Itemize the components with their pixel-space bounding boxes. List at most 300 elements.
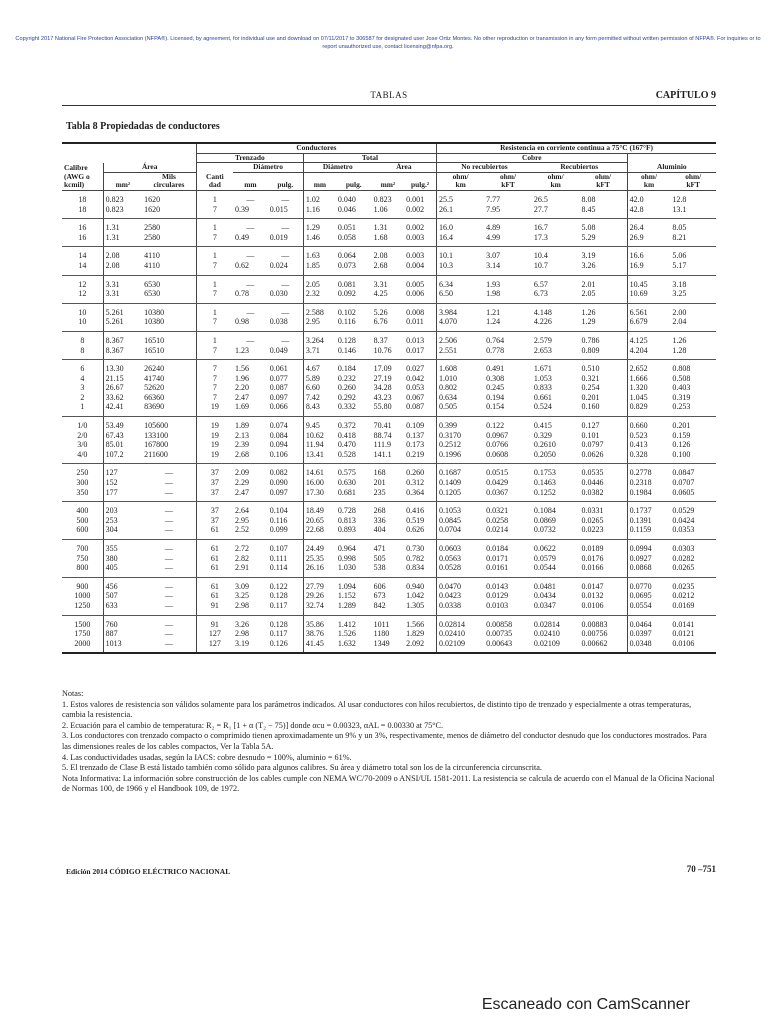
table-cell: 0.0515 bbox=[486, 468, 509, 478]
table-cell: 0.074 bbox=[269, 421, 288, 431]
table-cell: 0.097 bbox=[269, 392, 288, 402]
table-cell: 0.02109 bbox=[532, 639, 580, 654]
header-pulg-total: pulg. bbox=[336, 181, 372, 190]
table-cell: 0.319 bbox=[672, 392, 691, 402]
table-cell: 2.08 bbox=[373, 251, 388, 261]
table-cell: 5.17 bbox=[670, 261, 716, 275]
table-row bbox=[62, 591, 716, 601]
table-cell: 1 bbox=[196, 331, 233, 345]
table-cell: 6530 bbox=[142, 289, 196, 303]
table-cell: 0.201 bbox=[581, 392, 600, 402]
table-cell: 8.08 bbox=[581, 194, 596, 204]
table-cell: 2 bbox=[80, 392, 85, 402]
table-cell: 10.69 bbox=[627, 289, 670, 303]
table-cell: 9.45 bbox=[303, 417, 335, 431]
table-cell: 0.0429 bbox=[486, 478, 509, 488]
table-cell: 0.524 bbox=[532, 402, 580, 416]
table-cell: 26.67 bbox=[103, 383, 142, 393]
note-1: 1. Estos valores de resistencia son válidos solamente para los parámetros indicados. Al usar conductores con hilos recubiertos, de distinto tipo de trenzado y especialmente a otras temperaturas, cambia la resistencia. bbox=[62, 699, 692, 720]
table-cell: 11.94 bbox=[303, 440, 335, 450]
table-cell: — bbox=[164, 468, 173, 478]
table-cell: 0.0161 bbox=[484, 563, 532, 577]
table-cell: 0.681 bbox=[336, 488, 372, 502]
header-mm2-total: mm² bbox=[372, 181, 404, 190]
table-cell: 0.081 bbox=[337, 279, 356, 289]
table-cell: 1620 bbox=[144, 194, 161, 204]
table-cell: 0.0129 bbox=[486, 591, 509, 601]
row-group bbox=[62, 303, 716, 331]
table-cell: 4.204 bbox=[627, 346, 670, 360]
table-cell: 0.042 bbox=[406, 373, 425, 383]
table-cell: — bbox=[281, 251, 290, 261]
table-cell: 2.20 bbox=[235, 383, 250, 393]
table-cell: 0.364 bbox=[404, 488, 436, 502]
table-cell: 0.0579 bbox=[533, 553, 556, 563]
table-cell: 0.0106 bbox=[579, 601, 627, 615]
table-cell: 6.60 bbox=[303, 383, 335, 393]
table-cell: 1.666 bbox=[627, 374, 670, 384]
table-cell: 0.491 bbox=[486, 364, 505, 374]
table-cell: 0.1984 bbox=[627, 488, 670, 502]
header-kft-1: kFT bbox=[484, 181, 532, 190]
table-cell: 0.049 bbox=[268, 346, 304, 360]
table-cell: 0.49 bbox=[233, 233, 268, 247]
table-cell: 505 bbox=[373, 553, 386, 563]
table-cell: 0.099 bbox=[268, 525, 304, 539]
table-cell: 760 bbox=[103, 615, 142, 629]
table-cell: 0.528 bbox=[336, 450, 372, 464]
header-km-3: km bbox=[627, 181, 670, 190]
table-row bbox=[62, 464, 716, 478]
table-cell: 127 bbox=[103, 464, 142, 478]
table-cell: 4/0 bbox=[62, 450, 103, 464]
table-cell: 0.0603 bbox=[437, 540, 485, 554]
table-cell: 1500 bbox=[74, 619, 91, 629]
table-cell: 16510 bbox=[144, 335, 165, 345]
table-cell: 0.0770 bbox=[627, 577, 670, 591]
table-cell: 0.0967 bbox=[486, 430, 509, 440]
table-cell: 0.0171 bbox=[486, 553, 509, 563]
table-cell: 1.23 bbox=[233, 346, 268, 360]
table-cell: 0.1737 bbox=[627, 502, 670, 516]
table-cell: 1.31 bbox=[373, 223, 388, 233]
table-cell: 0.040 bbox=[337, 194, 356, 204]
table-cell: 42.0 bbox=[627, 190, 670, 204]
table-row bbox=[62, 577, 716, 591]
table-cell: 0.001 bbox=[406, 194, 425, 204]
table-cell: 380 bbox=[103, 554, 142, 564]
table-row bbox=[62, 247, 716, 261]
table-cell: 0.02814 bbox=[533, 619, 560, 629]
table-cell: 0.051 bbox=[337, 223, 356, 233]
table-cell: 0.219 bbox=[404, 450, 436, 464]
table-cell: 300 bbox=[76, 478, 89, 488]
table-cell: 4.125 bbox=[627, 331, 670, 345]
table-cell: 0.092 bbox=[336, 289, 372, 303]
table-cell: 1.21 bbox=[486, 307, 501, 317]
table-cell: 17.3 bbox=[532, 233, 580, 247]
table-cell: 12 bbox=[78, 279, 87, 289]
table-cell: — bbox=[164, 478, 173, 488]
table-cell: 0.101 bbox=[581, 430, 600, 440]
header-km-1: km bbox=[437, 181, 485, 190]
table-cell: 0.833 bbox=[533, 383, 552, 393]
table-cell: 0.058 bbox=[336, 233, 372, 247]
table-cell: 0.660 bbox=[627, 417, 670, 431]
table-cell: 1.98 bbox=[484, 289, 532, 303]
table-cell: 1180 bbox=[373, 629, 390, 639]
table-cell: 1.608 bbox=[437, 360, 485, 374]
table-cell: 0.253 bbox=[670, 402, 716, 416]
header-circulares: circulares bbox=[142, 181, 196, 190]
header-no-recubiertos: No recubiertos bbox=[437, 163, 532, 173]
table-cell: 0.2318 bbox=[627, 478, 670, 488]
table-cell: 2.95 bbox=[303, 317, 335, 331]
table-cell: 0.038 bbox=[268, 317, 304, 331]
header-mils: Mils bbox=[161, 171, 176, 181]
table-cell: 2.579 bbox=[533, 335, 552, 345]
table-cell: 0.0214 bbox=[484, 525, 532, 539]
table-cell: 1.31 bbox=[103, 219, 142, 233]
row-group bbox=[62, 417, 716, 464]
table-cell: 1.320 bbox=[627, 383, 670, 393]
table-cell: 2.092 bbox=[404, 639, 436, 654]
table-cell: 70.41 bbox=[373, 421, 392, 431]
table-cell: 7 bbox=[196, 233, 233, 247]
table-cell: 0.730 bbox=[406, 544, 425, 553]
table-title: Tabla 8 Propiedadas de conductores bbox=[66, 121, 220, 132]
table-cell: 0.011 bbox=[404, 317, 436, 331]
table-cell: — bbox=[164, 553, 173, 563]
table-cell: 18 bbox=[78, 194, 87, 204]
table-cell: 0.00735 bbox=[486, 629, 513, 639]
table-cell: 1.96 bbox=[235, 373, 250, 383]
table-cell: 7 bbox=[196, 374, 233, 384]
table-cell: 5.26 bbox=[373, 307, 388, 317]
table-row bbox=[62, 317, 716, 331]
table-row bbox=[62, 233, 716, 247]
table-cell: 53.49 bbox=[103, 417, 142, 431]
table-row bbox=[62, 601, 716, 615]
table-cell: 107.2 bbox=[103, 450, 142, 464]
table-cell: 0.802 bbox=[437, 383, 485, 393]
table-cell: 0.073 bbox=[336, 261, 372, 275]
table-cell: — bbox=[164, 629, 173, 639]
table-cell: 10.7 bbox=[532, 261, 580, 275]
table-cell: 1 bbox=[196, 219, 233, 233]
table-cell: 0.0622 bbox=[533, 544, 556, 553]
header-kft-2: kFT bbox=[579, 181, 627, 190]
table-cell: — bbox=[142, 601, 196, 615]
table-cell: 5.261 bbox=[103, 317, 142, 331]
table-cell: 37 bbox=[196, 478, 233, 488]
table-cell: 14.61 bbox=[303, 464, 335, 478]
table-cell: 18.49 bbox=[303, 502, 335, 516]
table-cell: 0.017 bbox=[404, 346, 436, 360]
table-row bbox=[62, 402, 716, 416]
table-cell: 600 bbox=[62, 525, 103, 539]
table-cell: 2.506 bbox=[437, 331, 485, 345]
table-cell: 16 bbox=[62, 233, 103, 247]
table-cell: 133100 bbox=[144, 430, 169, 440]
table-cell: 0.030 bbox=[268, 289, 304, 303]
table-cell: 0.626 bbox=[404, 525, 436, 539]
table-cell: 2580 bbox=[144, 223, 161, 233]
table-cell: 35.86 bbox=[303, 615, 335, 629]
table-cell: 0.02410 bbox=[437, 629, 485, 639]
table-cell: 0.416 bbox=[406, 506, 425, 516]
table-cell: 0.0141 bbox=[672, 619, 695, 629]
table-cell: 2.95 bbox=[235, 515, 250, 525]
table-cell: 0.0704 bbox=[437, 525, 485, 539]
table-row bbox=[62, 346, 716, 360]
table-cell: — bbox=[281, 223, 290, 233]
header-pulg2-total: pulg.² bbox=[404, 181, 436, 190]
table-cell: 1.31 bbox=[103, 233, 142, 247]
table-cell: 7.95 bbox=[484, 205, 532, 219]
table-cell: 0.116 bbox=[269, 515, 288, 525]
table-cell: 211600 bbox=[142, 450, 196, 464]
table-cell: 33.62 bbox=[103, 393, 142, 403]
row-group bbox=[62, 247, 716, 275]
table-cell: 0.102 bbox=[337, 307, 356, 317]
table-cell: 0.1159 bbox=[627, 525, 670, 539]
table-cell: 0.260 bbox=[406, 468, 425, 478]
table-cell: 1.094 bbox=[337, 581, 356, 591]
table-cell: 19 bbox=[196, 402, 233, 416]
table-header bbox=[62, 143, 716, 190]
table-cell: 2.08 bbox=[103, 261, 142, 275]
table-cell: 1.56 bbox=[235, 364, 250, 374]
table-cell: 0.0845 bbox=[437, 516, 485, 526]
header-diametro-total: Diámetro bbox=[303, 163, 371, 173]
table-cell: 6.34 bbox=[437, 275, 485, 289]
table-cell: 0.053 bbox=[406, 383, 425, 393]
table-cell: 0.126 bbox=[268, 639, 304, 654]
table-cell: 91 bbox=[196, 601, 233, 615]
table-row bbox=[62, 639, 716, 654]
table-cell: 0.834 bbox=[404, 563, 436, 577]
table-cell: 0.0166 bbox=[579, 563, 627, 577]
table-cell: 3 bbox=[80, 383, 85, 393]
table-cell: 4.89 bbox=[486, 223, 501, 233]
table-cell: 1.042 bbox=[406, 591, 425, 601]
table-cell: 0.015 bbox=[268, 205, 304, 219]
table-row bbox=[62, 190, 716, 204]
note-3: 3. Los conductores con trenzado compacto o comprimido tienen aproximadamente un 9% y un 3%, respectivamente, menos de diámetro del conductor desnudo que los conductores mostrados. Para las dimensiones reales de los cables compactos, Ver la Tabla 5A. bbox=[62, 731, 707, 751]
table-cell: 26.16 bbox=[303, 563, 335, 577]
table-cell: 0.003 bbox=[406, 251, 425, 261]
table-cell: — bbox=[164, 515, 173, 525]
header-dad: dad bbox=[196, 181, 233, 190]
table-cell: 0.008 bbox=[406, 307, 425, 317]
table-cell: 0.0528 bbox=[437, 563, 485, 577]
table-cell: 10380 bbox=[144, 307, 165, 317]
header-calibre-awg: (AWG o bbox=[64, 171, 90, 181]
table-cell: 0.00858 bbox=[486, 619, 513, 629]
table-cell: 0.0176 bbox=[581, 553, 604, 563]
table-cell: 336 bbox=[373, 515, 386, 525]
table-cell: 4.99 bbox=[484, 233, 532, 247]
table-cell: 1.671 bbox=[533, 364, 552, 374]
table-cell: 8.367 bbox=[103, 346, 142, 360]
table-cell: 2.32 bbox=[303, 289, 335, 303]
table-cell: 0.0470 bbox=[437, 577, 485, 591]
table-cell: 2580 bbox=[142, 233, 196, 247]
row-group bbox=[62, 190, 716, 218]
table-cell: 0.0338 bbox=[437, 601, 485, 615]
table-cell: 2.08 bbox=[103, 247, 142, 261]
table-cell: 2.68 bbox=[372, 261, 404, 275]
table-cell: 3.09 bbox=[235, 581, 250, 591]
table-cell: 17.30 bbox=[303, 488, 335, 502]
table-cell: 0.0189 bbox=[581, 544, 604, 553]
table-cell: — bbox=[281, 194, 290, 204]
table-cell: 0.2050 bbox=[532, 450, 580, 464]
table-cell: 887 bbox=[103, 629, 142, 639]
table-row bbox=[62, 275, 716, 289]
table-cell: 3.26 bbox=[579, 261, 627, 275]
table-cell: — bbox=[246, 223, 255, 233]
table-cell: 4.070 bbox=[437, 317, 485, 331]
table-cell: 0.0223 bbox=[579, 525, 627, 539]
row-group bbox=[62, 360, 716, 417]
table-cell: 0.061 bbox=[269, 364, 288, 374]
header-conductores: Conductores bbox=[196, 143, 436, 153]
row-group bbox=[62, 331, 716, 359]
table-cell: — bbox=[281, 335, 290, 345]
table-cell: 0.0994 bbox=[627, 540, 670, 554]
table-cell: 0.1753 bbox=[533, 468, 556, 478]
table-cell: 7 bbox=[196, 205, 233, 219]
table-cell: 2.64 bbox=[235, 506, 250, 516]
table-cell: — bbox=[164, 591, 173, 601]
table-cell: 1.63 bbox=[303, 247, 335, 261]
table-cell: 0.0481 bbox=[533, 581, 556, 591]
table-cell: 8.05 bbox=[672, 223, 687, 233]
table-cell: 1 bbox=[196, 247, 233, 261]
table-cell: 0.505 bbox=[437, 402, 485, 416]
table-cell: 253 bbox=[103, 516, 142, 526]
table-cell: 0.332 bbox=[336, 402, 372, 416]
table-cell: 26.1 bbox=[437, 205, 485, 219]
table-cell: 10.45 bbox=[627, 275, 670, 289]
table-cell: 8.21 bbox=[670, 233, 716, 247]
table-row bbox=[62, 563, 716, 577]
table-cell: 19 bbox=[196, 440, 233, 450]
table-cell: 0.0608 bbox=[484, 450, 532, 464]
table-cell: 10380 bbox=[142, 317, 196, 331]
header-calibre-kcmil: kcmil) bbox=[62, 181, 103, 190]
table-row bbox=[62, 374, 716, 384]
table-cell: 0.00756 bbox=[581, 629, 608, 639]
table-cell: 0.1391 bbox=[627, 516, 670, 526]
table-cell: 7 bbox=[196, 393, 233, 403]
table-cell: 0.813 bbox=[337, 515, 356, 525]
table-cell: 4.226 bbox=[532, 317, 580, 331]
table-cell: — bbox=[281, 307, 290, 317]
table-cell: 32.74 bbox=[303, 601, 335, 615]
table-row bbox=[62, 289, 716, 303]
table-cell: 1.829 bbox=[406, 629, 425, 639]
table-cell: 0.764 bbox=[486, 335, 505, 345]
table-cell: 0.046 bbox=[336, 205, 372, 219]
table-cell: 1.29 bbox=[303, 219, 335, 233]
table-cell: 0.0353 bbox=[670, 525, 716, 539]
table-cell: 0.002 bbox=[404, 205, 436, 219]
table-cell: 203 bbox=[103, 502, 142, 516]
table-cell: 3.25 bbox=[235, 591, 250, 601]
table-cell: 2000 bbox=[62, 639, 103, 654]
table-cell: 1.010 bbox=[437, 374, 485, 384]
table-cell: 1.412 bbox=[337, 619, 356, 629]
note-informativa: Nota Informativa: La información sobre construcción de los cables cumple con NEMA WC/70-2009 o ANSI/UL 1581-2011. La resistencia se calcula de acuerdo con el Manual de la Oficina Nacional de Normas 100, de 1966 y el Handbook 109, de 1972. bbox=[62, 773, 715, 794]
table-cell: 2.29 bbox=[235, 478, 250, 488]
table-cell: 20.65 bbox=[303, 516, 335, 526]
header-km-2: km bbox=[532, 181, 580, 190]
table-cell: 2.551 bbox=[437, 346, 485, 360]
table-row bbox=[62, 450, 716, 464]
table-cell: 19 bbox=[196, 431, 233, 441]
table-cell: 0.126 bbox=[672, 440, 691, 450]
table-cell: 1.26 bbox=[672, 335, 687, 345]
table-cell: 0.111 bbox=[269, 553, 288, 563]
table-cell: 16.6 bbox=[627, 247, 670, 261]
table-cell: 41740 bbox=[144, 373, 165, 383]
table-cell: 800 bbox=[62, 563, 103, 577]
table-cell: 5.08 bbox=[581, 223, 596, 233]
table-cell: 38.76 bbox=[303, 629, 335, 639]
table-cell: 0.146 bbox=[336, 346, 372, 360]
page-number: 70 –751 bbox=[686, 864, 716, 874]
table-cell: 0.0235 bbox=[672, 581, 695, 591]
table-row bbox=[62, 383, 716, 393]
table-cell: 235 bbox=[372, 488, 404, 502]
table-cell: 900 bbox=[76, 581, 89, 591]
table-cell: — bbox=[246, 335, 255, 345]
table-cell: 0.508 bbox=[672, 373, 691, 383]
table-cell: 0.329 bbox=[533, 430, 552, 440]
table-cell: 0.245 bbox=[486, 383, 505, 393]
table-cell: 0.413 bbox=[627, 440, 670, 450]
table-cell: 8.43 bbox=[303, 402, 335, 416]
table-cell: 0.0397 bbox=[627, 629, 670, 639]
table-cell: 2.01 bbox=[581, 279, 596, 289]
table-cell: 111.9 bbox=[373, 440, 391, 450]
table-cell: 0.232 bbox=[337, 373, 356, 383]
table-cell: 0.3170 bbox=[437, 431, 485, 441]
row-group bbox=[62, 615, 716, 653]
table-cell: 1.152 bbox=[337, 591, 356, 601]
table-cell: 43.23 bbox=[373, 392, 392, 402]
footer-edition: Edición 2014 CÓDIGO ELÉCTRICO NACIONAL bbox=[66, 867, 231, 876]
table-cell: 0.372 bbox=[337, 421, 356, 431]
table-cell: 0.097 bbox=[268, 488, 304, 502]
table-cell: 0.0554 bbox=[627, 601, 670, 615]
table-cell: 0.0766 bbox=[486, 440, 509, 450]
table-cell: 85.01 bbox=[103, 440, 142, 450]
table-cell: 2.82 bbox=[235, 553, 250, 563]
table-row bbox=[62, 360, 716, 374]
table-cell: 0.107 bbox=[269, 544, 288, 553]
table-cell: 250 bbox=[76, 468, 89, 478]
table-cell: 22.68 bbox=[303, 525, 335, 539]
table-cell: 1/0 bbox=[77, 421, 88, 431]
table-cell: 91 bbox=[196, 615, 233, 629]
table-cell: 0.2610 bbox=[533, 440, 556, 450]
table-cell: 1.053 bbox=[533, 373, 552, 383]
notes-section bbox=[62, 689, 716, 795]
